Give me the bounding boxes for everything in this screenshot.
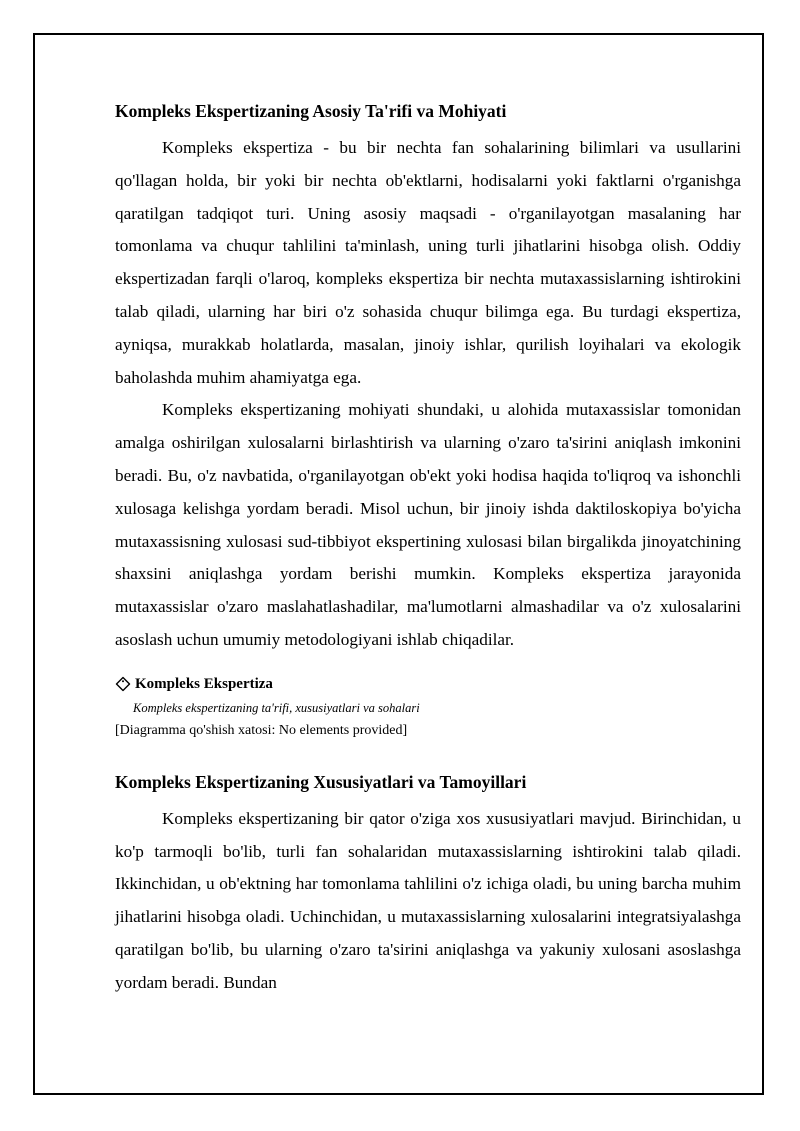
diagram-subtitle: Kompleks ekspertizaning ta'rifi, xususiyatlari va sohalari bbox=[133, 700, 420, 715]
diagram-title-row bbox=[115, 674, 741, 694]
paragraph-essence: Kompleks ekspertizaning mohiyati shundaki, u alohida mutaxassislar tomonidan amalga oshirilgan xulosalarni birlashtirish va ularning o'zaro ta'sirini aniqlash imkonini beradi. Bu, o'z navbatida, o'rganilayotgan ob'ekt yoki hodisa haqida to'liqroq va ishonchli xulosaga kelishga yordam beradi. Misol uchun, bir jinoiy ishda daktiloskopiya bo'yicha mutaxassisning xulosasi sud-tibbiyot ekspertining xulosasi bilan birgalikda jinoyatchining shaxsini aniqlashga yordam berishi mumkin. Kompleks ekspertiza jarayonida mutaxassislar o'zaro maslahatlashadilar, ma'lumotlarni almashadilar va o'z xulosalarini asoslash uchun umumiy metodologiyani ishlab chiqadilar. bbox=[115, 400, 741, 649]
section-heading-definition: Kompleks Ekspertizaning Asosiy Ta'rifi va Mohiyati bbox=[115, 101, 507, 121]
diagram-placeholder bbox=[115, 674, 741, 741]
diagram-title: Kompleks Ekspertiza bbox=[135, 675, 273, 692]
diagram-error-message: [Diagramma qo'shish xatosi: No elements provided] bbox=[115, 722, 408, 738]
paragraph-features: Kompleks ekspertizaning bir qator o'ziga xos xususiyatlari mavjud. Birinchidan, u ko'p tarmoqli bo'lib, turli fan sohalaridan mutaxassislarning ishtirokini talab qiladi. Ikkinchidan, u ob'ektning har tomonlama tahlilini o'z ichiga oladi, bu uning barcha muhim jihatlarini hisobga oladi. Uchinchidan, u mutaxassislarning xulosalarini integratsiyalashga qaratilgan bo'lib, bu ularning o'zaro ta'sirini aniqlashga va yakuniy xulosani asoslashga yordam beradi. Bundan bbox=[115, 808, 741, 992]
document-body bbox=[115, 98, 741, 1000]
section-heading-features: Kompleks Ekspertizaning Xususiyatlari va Tamoyillari bbox=[115, 771, 527, 792]
paragraph-definition: Kompleks ekspertiza - bu bir nechta fan sohalarining bilimlari va usullarini qo'llagan holda, bir yoki bir nechta ob'ektlarni, hodisalarni yoki faktlarni o'rganishga qaratilgan tadqiqot turi. Uning asosiy maqsadi - o'rganilayotgan masalaning har tomonlama va chuqur tahlilini ta'minlash, uning turli jihatlarini hisobga olish. Oddiy ekspertizadan farqli o'laroq, kompleks ekspertiza bir nechta mutaxassislarning ishtirokini talab qiladi, ularning har biri o'z sohasida chuqur bilimga ega. Bu turdagi ekspertiza, ayniqsa, murakkab holatlarda, masalan, jinoiy ishlar, qurilish loyihalari va ekologik baholashda muhim ahamiyatga ega. bbox=[115, 138, 741, 387]
diamond-tag-icon bbox=[115, 676, 131, 692]
